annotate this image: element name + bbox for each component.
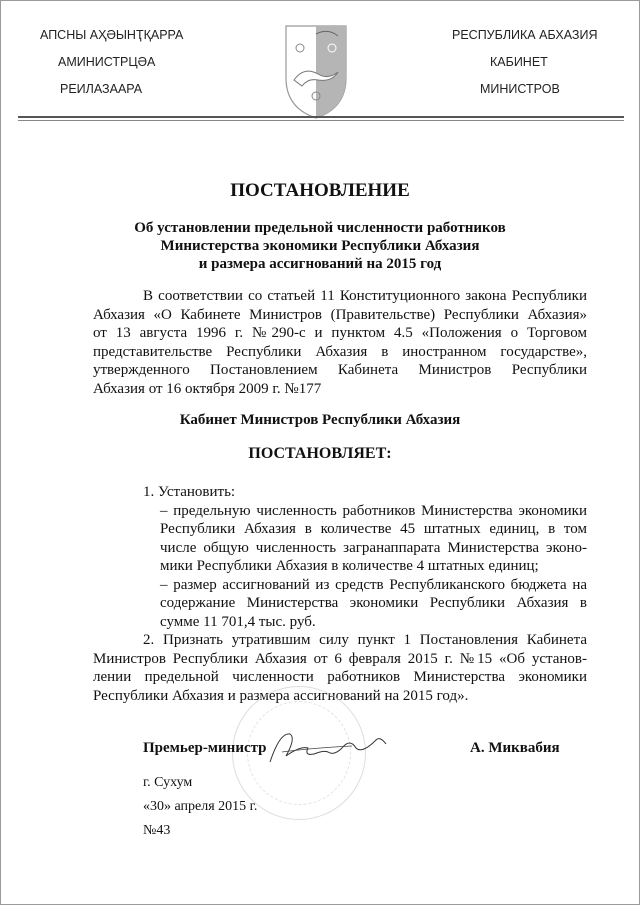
item-1-line: мики Республики Абхазия в количестве 4 штатных единиц; <box>160 558 539 574</box>
document-number: №43 <box>143 823 171 838</box>
signatory-name: А. Миквабия <box>470 740 560 756</box>
item-1-line: содержание Министерства экономики Республики Абхазия в <box>160 595 587 611</box>
issuer: Кабинет Министров Республики Абхазия <box>179 412 461 428</box>
item-2-line: 2. Признать утратившим силу пункт 1 Постановления Кабинета <box>143 632 587 648</box>
preamble-line-5: утвержденного Постановлением Кабинета Министров Республики <box>93 362 587 378</box>
item-2-line: Министров Республики Абхазия от 6 февраля 2015 г. №15 «Об установ- <box>93 650 587 667</box>
item-1-heading: 1. Установить: <box>143 484 236 500</box>
item-2-line: Республики Абхазия и размера ассигнований на 2015 год». <box>93 687 469 704</box>
preamble-line-4: представительстве Республики Абхазия в иностранном государстве», <box>93 343 587 360</box>
handwritten-signature <box>262 722 412 772</box>
header-right-line-2: КАБИНЕТ <box>490 55 548 69</box>
resolves-heading: ПОСТАНОВЛЯЕТ: <box>248 445 392 462</box>
place: г. Сухум <box>143 775 193 790</box>
header-right-line-1: РЕСПУБЛИКА АБХАЗИЯ <box>452 28 598 42</box>
preamble-line-3: от 13 августа 1996 г. №290-с и пунктом 4.5 «Положения о Торговом <box>93 325 587 341</box>
header-divider-thin <box>18 120 624 121</box>
subtitle-line-2: Министерства экономики Республики Абхазия <box>160 238 480 254</box>
preamble-line-6: Абхазия от 16 октября 2009 г. №177 <box>93 380 322 397</box>
date: «30» апреля 2015 г. <box>143 799 258 814</box>
item-2-line: лении предельной численности работников Министерства экономики <box>93 669 587 685</box>
item-1-line: сумме 11 701,4 тыс. руб. <box>160 613 316 630</box>
header-left-line-1: АПСНЫ АҲӘЫНҬҚАРРА <box>40 28 184 42</box>
header-left-line-3: РЕИЛАЗААРА <box>60 82 143 96</box>
item-1-line: – размер ассигнований из средств Республиканского бюджета на <box>160 576 587 593</box>
preamble-line-1: В соответствии со статьей 11 Конституционного закона Республики <box>143 288 587 304</box>
item-1-line: Республики Абхазия в количестве 45 штатных единиц, в том <box>160 521 587 537</box>
document-title: ПОСТАНОВЛЕНИЕ <box>230 180 410 201</box>
subtitle-line-3: и размера ассигнований на 2015 год <box>198 256 442 272</box>
item-1-line: – предельную численность работников Министерства экономики <box>160 502 587 519</box>
preamble-line-2: Абхазия «О Кабинете Министров (Правительстве) Республики Абхазия» <box>93 306 587 323</box>
header-left-line-2: АМИНИСТРЦӘА <box>58 55 156 69</box>
header-divider <box>18 116 624 118</box>
subtitle-line-1: Об установлении предельной численности работников <box>134 220 506 236</box>
signatory-position: Премьер-министр <box>143 740 267 756</box>
item-1-line: числе общую численность загранаппарата Министерства эконо- <box>160 539 587 556</box>
coat-of-arms-logo <box>284 24 348 120</box>
header-right-line-3: МИНИСТРОВ <box>480 82 560 96</box>
